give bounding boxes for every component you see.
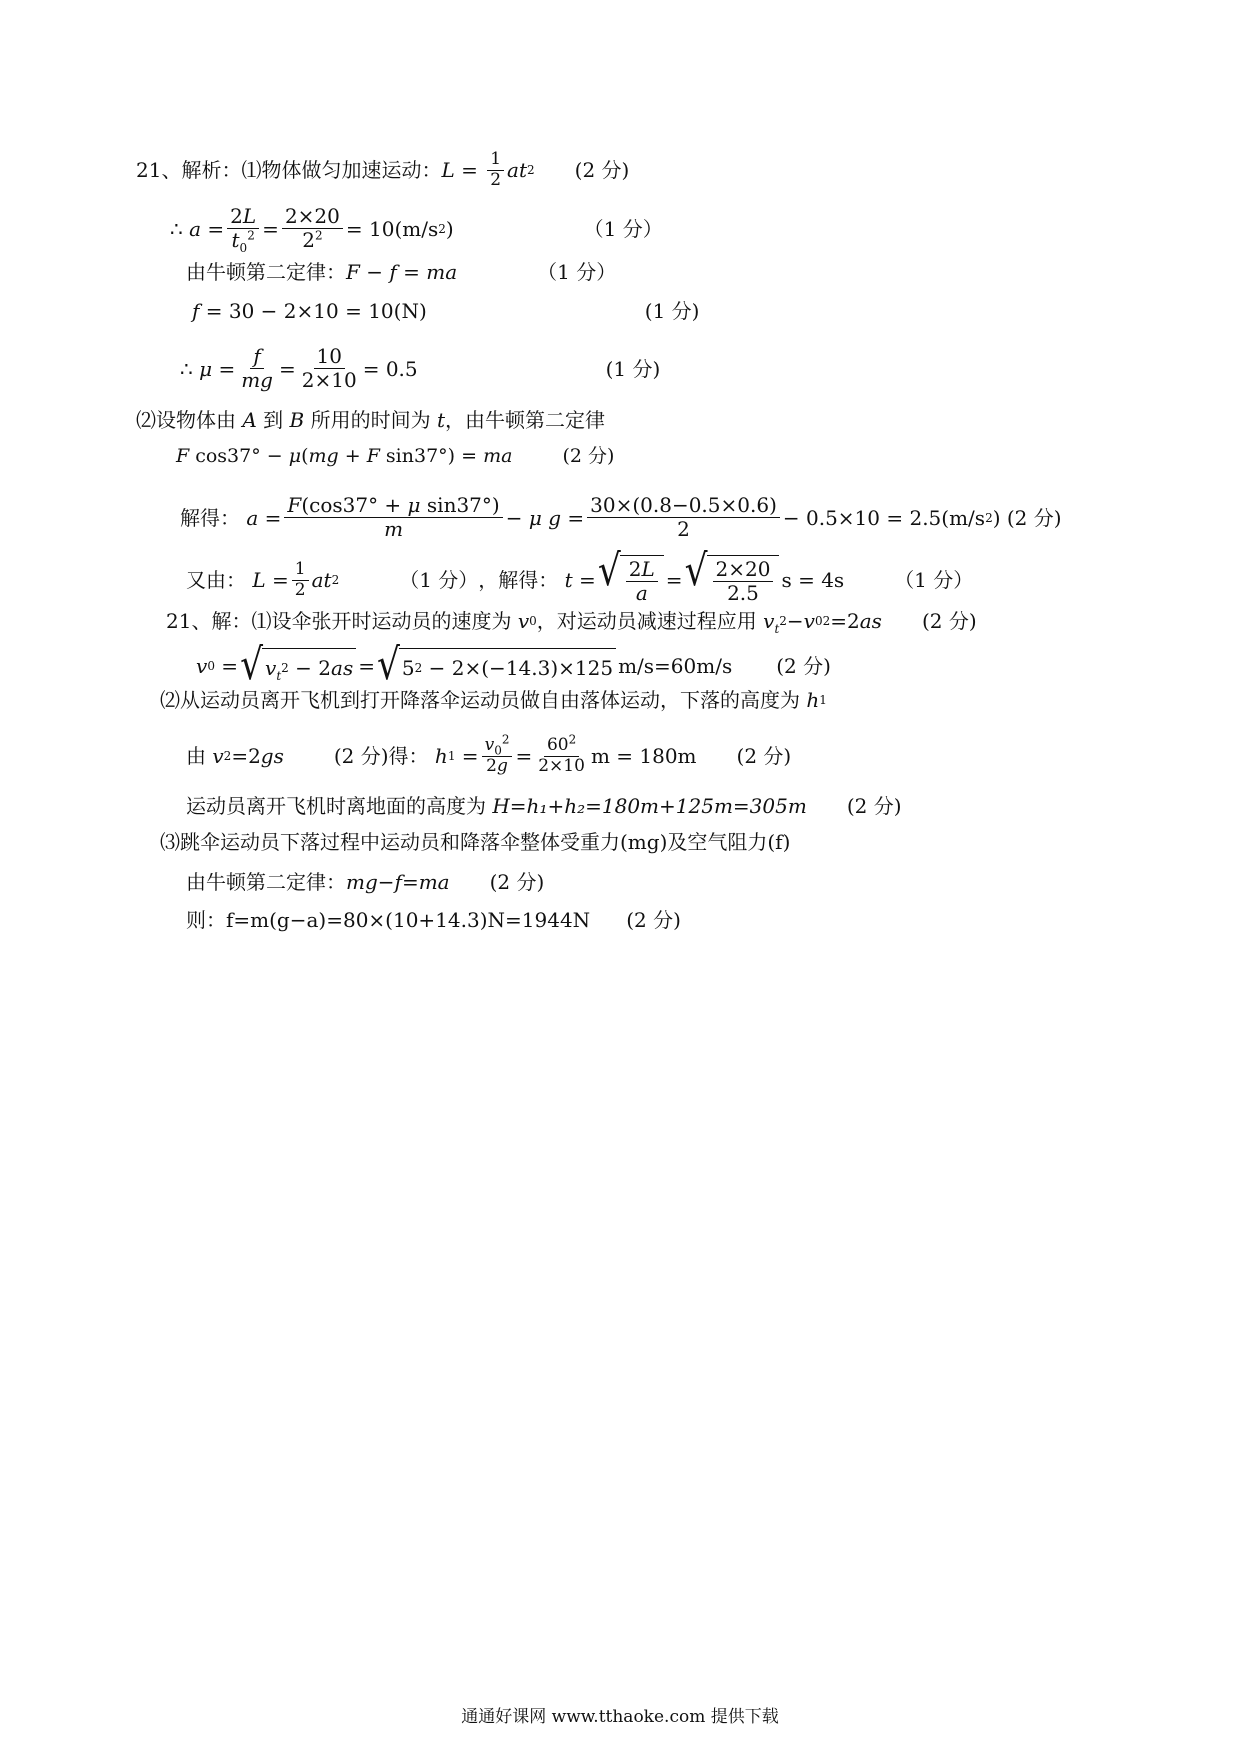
p1-line-1: 21、解析：⑴物体做匀加速运动： L = 1 2 at 2 (2 分) — [136, 149, 630, 190]
p1-q2-time: 又由： L = 1 2 at 2 （1 分） ，解得： t = √ 2L a = √ 2×20 2.5 s = 4s （1 分） — [186, 546, 974, 605]
footer-credit: 通通好课网 www.tthaoke.com 提供下载 — [461, 1707, 779, 1727]
p2-q3-result: 则： f=m(g−a)=80×(10+14.3)N=1944N (2 分) — [186, 908, 681, 932]
p1-q2-solve: 解得： a = F(cos37° + μ sin37°) m − μ g = 30×(0.8−0.5×0.6) 2 − 0.5×10 = 2.5(m/s 2 ) (2 分) — [180, 493, 1062, 541]
p2-q2-eq: 由 v 2 =2 gs (2 分)得： h 1 = $v_0^2$ 2g = $60^2$ 2×10 m = 180m (2 分) — [186, 732, 792, 776]
p1-line-2: ∴ a = 2L $t_0^2$ = 2×20 $2^2$ = 10(m/s 2 ) （1 分） — [170, 204, 663, 255]
p1-line-4: f = 30 − 2×10 = 10(N) (1 分) — [192, 299, 700, 323]
p2-height-line: 运动员离开飞机时离地面的高度为 H=h₁+h₂=180m+125m=305m (2 分) — [186, 794, 902, 818]
p2-line-2: v 0 = √ $v_t$ 2 − 2 as = √ 5 2 − 2×(−14.3)×125 m/s=60m/s (2 分) — [196, 640, 831, 690]
p2-line-1: 21、解：⑴设伞张开时运动员的速度为 v 0 ，对运动员减速过程应用 $v_t$ 2 − v 0 2 =2 as (2 分) — [166, 609, 977, 636]
p2-q2-line: ⑵从运动员离开飞机到打开降落伞运动员做自由落体运动，下落的高度为 h 1 — [160, 688, 827, 712]
p1-line-5: ∴ μ = f mg = 10 2×10 = 0.5 (1 分) — [180, 344, 661, 392]
p1-line-3: 由牛顿第二定律： F − f = ma （1 分） — [186, 260, 617, 284]
p1-q2-line: ⑵设物体由 A 到 B 所用的时间为 t ，由牛顿第二定律 — [136, 408, 605, 432]
p2-q3-line: ⑶跳伞运动员下落过程中运动员和降落伞整体受重力(mg)及空气阻力(f) — [160, 830, 791, 854]
p2-q3-newton: 由牛顿第二定律： mg − f = ma (2 分) — [186, 870, 545, 894]
p1-q2-eq: F cos37° − μ ( mg + F sin37°) = ma (2 分) — [176, 445, 615, 467]
